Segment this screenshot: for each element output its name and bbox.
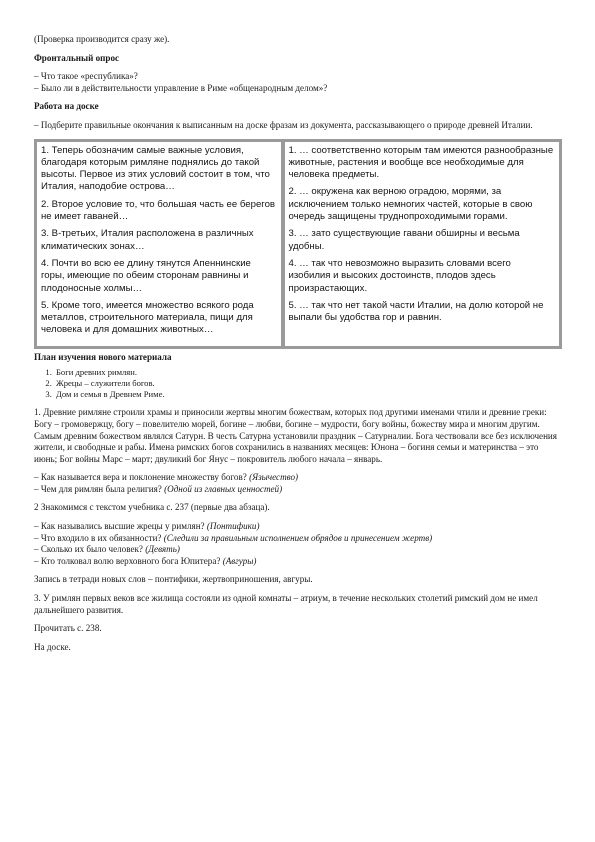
board-left-row-5: 5. Кроме того, имеется множество всякого рода металлов, строительного материала, пищи для человека и для домашних животных… [41,299,254,336]
answer-4: (Следили за правильным исполнением обрядов и принесением жертв) [163,532,433,543]
question-3-text: – Как назывались высшие жрецы у римлян? [34,521,207,532]
question-6-text: – Кто толковал волю верховного бога Юпитера? [34,555,223,566]
plan-list [34,367,562,400]
frontal-question-2: – Было ли в действительности управление в Риме «общенародным делом»? [34,82,328,93]
board-left-row-4: 4. Почти во всю ее длину тянутся Апеннинские горы, имеющие по обеим сторонам равнины и плодоносные холмы… [41,257,251,294]
board-left-column [37,142,281,346]
answer-1: (Язычество) [249,472,299,483]
board-right-column [285,142,560,346]
board-left-row-2: 2. Второе условие то, что большая часть ее берегов не имеет гаваней… [41,198,276,223]
read-assignment: Прочитать с. 238. [34,623,102,634]
plan-item-3: 3. Дом и семья в Древнем Риме. [54,389,562,400]
question-2-text: – Чем для римлян была религия? [34,483,165,494]
notebook-note: Запись в тетради новых слов – понтифики, жертвоприношения, авгуры. [34,574,313,585]
question-1 [34,472,562,484]
paragraph-2: 2 Знакомимся с текстом учебника с. 237 (первые два абзаца). [34,502,270,513]
board-left-row-3: 3. В-третьих, Италия расположена в различных климатических зонах… [41,228,254,252]
plan-item-1: 1. Боги древних римлян. [54,367,562,378]
question-2 [34,484,562,496]
question-1-text: – Как называется вера и поклонение множеству богов? [34,472,250,483]
plan-heading: План изучения нового материала [34,351,172,362]
board-right-row-3: 3. … зато существующие гавани обширны и весьма удобны. [288,228,520,252]
board-right-row-2: 2. … окружена как верною оградою, морями, за исключением только немногих частей, которые в свою очередь защищены труднопроходимыми горами. [288,186,533,223]
frontal-heading: Фронтальный опрос [34,52,120,63]
board-right-row-4: 4. … так что невозможно выразить словами всего изобилия и высоких достоинств, плодов здесь произрастающих. [288,257,511,294]
paragraph-3: 3. У римлян первых веков все жилища состояли из одной комнаты – атриум, в течение нескольких столетий римский дом не имел дальнейшего развития. [34,593,538,615]
answer-2: (Одной из главных ценностей) [164,483,283,494]
answer-3: (Понтифики) [206,521,260,532]
board-table [34,139,562,349]
paragraph-1: 1. Древние римляне строили храмы и приносили жертвы многим божествам, которых под другими именами чтили и древние греки: Богу – громовержцу, богу – повелителю морей, богине – любви, богине – мудрости, богу войны, божеству мира и многим другим. Самым древним божеством являлся Сатурн. В честь Сатурна установили праздник – Сатурналии. Бога чествовали все без исключения жители, и свободные и рабы. Имена римских богов сохранились в названиях месяцев: Юнона – богиня семьи и материнства – это июнь; Бог войны Марс – март; двуликий бог Янус – покровитель любого начала – январь. [34,407,557,464]
plan-item-2: 2. Жрецы – служители богов. [54,378,562,389]
document-page [34,34,562,653]
check-note: (Проверка производится сразу же). [34,34,170,44]
question-4-text: – Что входило в их обязанности? [34,532,164,543]
question-5-text: – Сколько их было человек? [34,544,146,555]
question-3 [34,521,562,533]
frontal-question-1: – Что такое «республика»? [34,71,138,82]
answer-6: (Авгуры) [222,555,257,566]
on-board-note: На доске. [34,641,71,652]
board-left-row-1: 1. Теперь обозначим самые важные условия, благодаря которым римляне поднялись до такой высоты. Первое из этих условий состоит в том, что Италия, наподобие острова… [41,144,270,193]
answer-5: (Девять) [145,544,180,555]
board-task: – Подберите правильные окончания к выписанным на доске фразам из документа, рассказывающего о природе древней Италии. [34,119,533,130]
board-right-row-1: 1. … соответственно которым там имеются разнообразные животные, растения и вообще все необходимые для человека предметы. [288,144,554,181]
question-4 [34,533,562,545]
board-heading: Работа на доске [34,101,99,112]
question-6 [34,556,562,568]
question-5 [34,544,562,556]
board-right-row-5: 5. … так что нет такой части Италии, на долю которой не выпали бы удобства гор и равнин. [288,299,544,324]
